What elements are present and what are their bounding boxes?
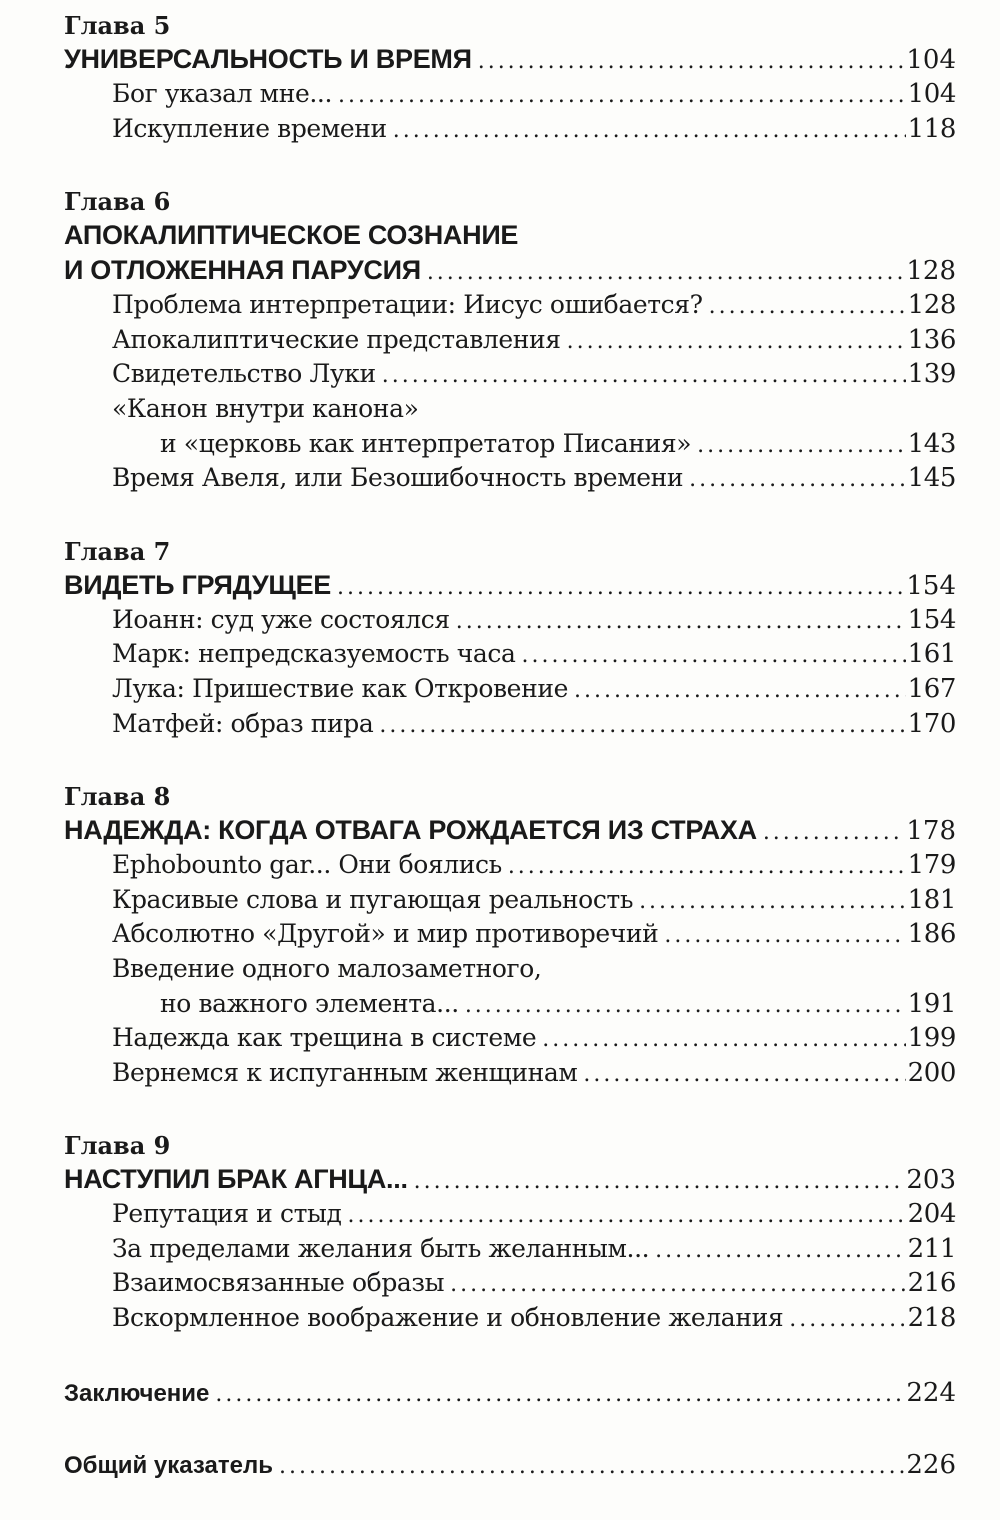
leader-dots: [583, 1058, 905, 1093]
leader-dots: [574, 674, 906, 709]
toc-entry: [112, 1197, 956, 1232]
leader-dots: [427, 255, 905, 290]
leader-dots: [542, 1023, 905, 1058]
section-title: Вскормленное воображение и обновление желания: [112, 1303, 784, 1333]
chapter-title: НАДЕЖДА: КОГДА ОТВАГА РОЖДАЕТСЯ ИЗ СТРАХА: [64, 815, 757, 846]
toc-entry: [112, 883, 956, 918]
page-number: 178: [906, 816, 956, 847]
chapter-title-row: [64, 253, 956, 288]
toc-entry: [112, 1232, 956, 1267]
leader-dots: [567, 325, 906, 360]
section-title: За пределами желания быть желанным...: [112, 1233, 650, 1263]
chapter-title: И ОТЛОЖЕННАЯ ПАРУСИЯ: [64, 255, 421, 286]
toc-entry: [112, 707, 956, 742]
table-of-contents: [64, 10, 956, 1520]
leader-dots: [379, 709, 905, 744]
page-number: 186: [907, 919, 956, 950]
section-list: [64, 288, 956, 496]
chapter-6: [64, 186, 956, 496]
page-number: 154: [906, 570, 956, 601]
page-number: 211: [907, 1233, 956, 1264]
chapter-5: [64, 10, 956, 146]
toc-entry: [112, 461, 956, 496]
leader-dots: [522, 639, 906, 674]
section-title: и «церковь как интерпретатор Писания»: [160, 428, 692, 458]
chapter-title-row: [64, 568, 956, 603]
chapter-7: [64, 536, 956, 741]
chapter-title-row: [64, 813, 956, 848]
section-title: Взаимосвязанные образы: [112, 1268, 445, 1298]
leader-dots: [414, 1164, 905, 1199]
section-title: Бог указал мне...: [112, 79, 333, 108]
leader-dots: [338, 79, 906, 114]
leader-dots: [465, 989, 906, 1024]
leader-dots: [697, 429, 905, 464]
page-number: 136: [907, 324, 956, 355]
section-title: Время Авеля, или Безошибочность времени: [112, 463, 684, 493]
leader-dots: [763, 815, 905, 850]
chapter-title-row: [64, 1162, 956, 1197]
section-title: Лука: Пришествие как Откровение: [112, 673, 568, 703]
page-number: 145: [907, 463, 956, 494]
page-number: 226: [906, 1449, 956, 1480]
page-number: 167: [907, 673, 956, 704]
toc-entry: [112, 603, 956, 638]
page-number: 218: [907, 1303, 956, 1334]
leader-dots: [450, 1268, 905, 1303]
page-number: 154: [907, 604, 956, 635]
toc-entry: [112, 357, 956, 392]
leader-dots: [393, 114, 906, 149]
chapter-title-row: [64, 42, 956, 77]
toc-entry: [112, 672, 956, 707]
page-number: 199: [907, 1023, 956, 1054]
page-number: 104: [906, 45, 956, 75]
chapter-label: Глава 8: [64, 782, 171, 812]
leader-dots: [508, 850, 906, 885]
section-title-first-line: Введение одного малозаметного,: [112, 953, 542, 983]
section-list: [64, 848, 956, 1090]
page-number: 143: [907, 428, 956, 459]
section-list: [64, 603, 956, 741]
leader-dots: [456, 605, 906, 640]
chapter-title: УНИВЕРСАЛЬНОСТЬ И ВРЕМЯ: [64, 44, 472, 74]
page-number: 204: [907, 1199, 956, 1230]
section-title: Вернемся к испуганным женщинам: [112, 1057, 578, 1087]
page-number: 200: [907, 1057, 956, 1088]
toc-entry: [112, 987, 956, 1022]
toc-entry: [112, 848, 956, 883]
page-number: 104: [907, 79, 956, 109]
leader-dots: [279, 1450, 904, 1484]
leader-dots: [639, 885, 906, 920]
leader-dots: [337, 570, 904, 605]
toc-entry: [112, 77, 956, 112]
leader-dots: [709, 290, 906, 325]
toc-entry: [112, 1301, 956, 1336]
leader-dots: [689, 463, 905, 498]
section-title: но важного элемента...: [160, 988, 459, 1018]
section-title-first-line: «Канон внутри канона»: [112, 393, 419, 423]
leader-dots: [789, 1303, 905, 1338]
section-list: [64, 77, 956, 146]
section-title: Иоанн: суд уже состоялся: [112, 604, 450, 634]
section-title: Красивые слова и пугающая реальность: [112, 884, 634, 914]
chapter-title: ВИДЕТЬ ГРЯДУЩЕЕ: [64, 569, 331, 600]
toc-entry: [112, 1266, 956, 1301]
toc-entry: [112, 288, 956, 323]
chapter-9: [64, 1130, 956, 1335]
section-title: Абсолютно «Другой» и мир противоречий: [112, 919, 659, 949]
toc-entry: [112, 427, 956, 462]
section-list: [64, 1197, 956, 1335]
leader-dots: [348, 1199, 906, 1234]
leader-dots: [215, 1378, 904, 1412]
chapter-label: Глава 9: [64, 1131, 171, 1161]
page-number: 128: [906, 256, 956, 287]
section-title: Надежда как трещина в системе: [112, 1023, 537, 1053]
conclusion-title: Заключение: [64, 1379, 210, 1407]
toc-entry: [112, 1021, 956, 1056]
page-number: 139: [907, 359, 956, 390]
section-title: Проблема интерпретации: Иисус ошибается?: [112, 290, 703, 320]
leader-dots: [655, 1234, 905, 1269]
index-title: Общий указатель: [64, 1451, 273, 1479]
section-title: Ephobounto gar... Они боялись: [112, 850, 502, 880]
page-number: 224: [906, 1377, 956, 1408]
page-number: 191: [907, 988, 956, 1019]
page-number: 161: [907, 639, 956, 670]
chapter-title: НАСТУПИЛ БРАК АГНЦА...: [64, 1164, 408, 1195]
toc-entry-conclusion: [64, 1376, 956, 1410]
section-title: Матфей: образ пира: [112, 708, 374, 738]
section-title: Марк: непредсказуемость часа: [112, 639, 516, 669]
leader-dots: [478, 44, 905, 79]
page-number: 203: [906, 1165, 956, 1196]
page-number: 216: [907, 1268, 956, 1299]
chapter-label: Глава 7: [64, 536, 171, 566]
chapter-label: Глава 6: [64, 187, 171, 217]
page-number: 170: [907, 708, 956, 739]
page-number: 179: [907, 850, 956, 881]
toc-entry: [112, 1056, 956, 1091]
toc-entry: [112, 917, 956, 952]
page-number: 128: [907, 290, 956, 321]
toc-entry: [112, 637, 956, 672]
leader-dots: [664, 919, 905, 954]
toc-entry-index: [64, 1448, 956, 1482]
section-title: Апокалиптические представления: [112, 324, 561, 354]
chapter-8: [64, 781, 956, 1090]
toc-entry: [112, 112, 956, 147]
toc-entry: [112, 323, 956, 358]
section-title: Искупление времени: [112, 113, 387, 143]
page-number: 181: [907, 884, 956, 915]
section-title: Свидетельство Луки: [112, 359, 376, 389]
leader-dots: [382, 359, 906, 394]
chapter-label: Глава 5: [64, 11, 171, 40]
section-title: Репутация и стыд: [112, 1199, 342, 1229]
page-number: 118: [907, 113, 956, 144]
chapter-title-line: АПОКАЛИПТИЧЕСКОЕ СОЗНАНИЕ: [64, 220, 519, 251]
